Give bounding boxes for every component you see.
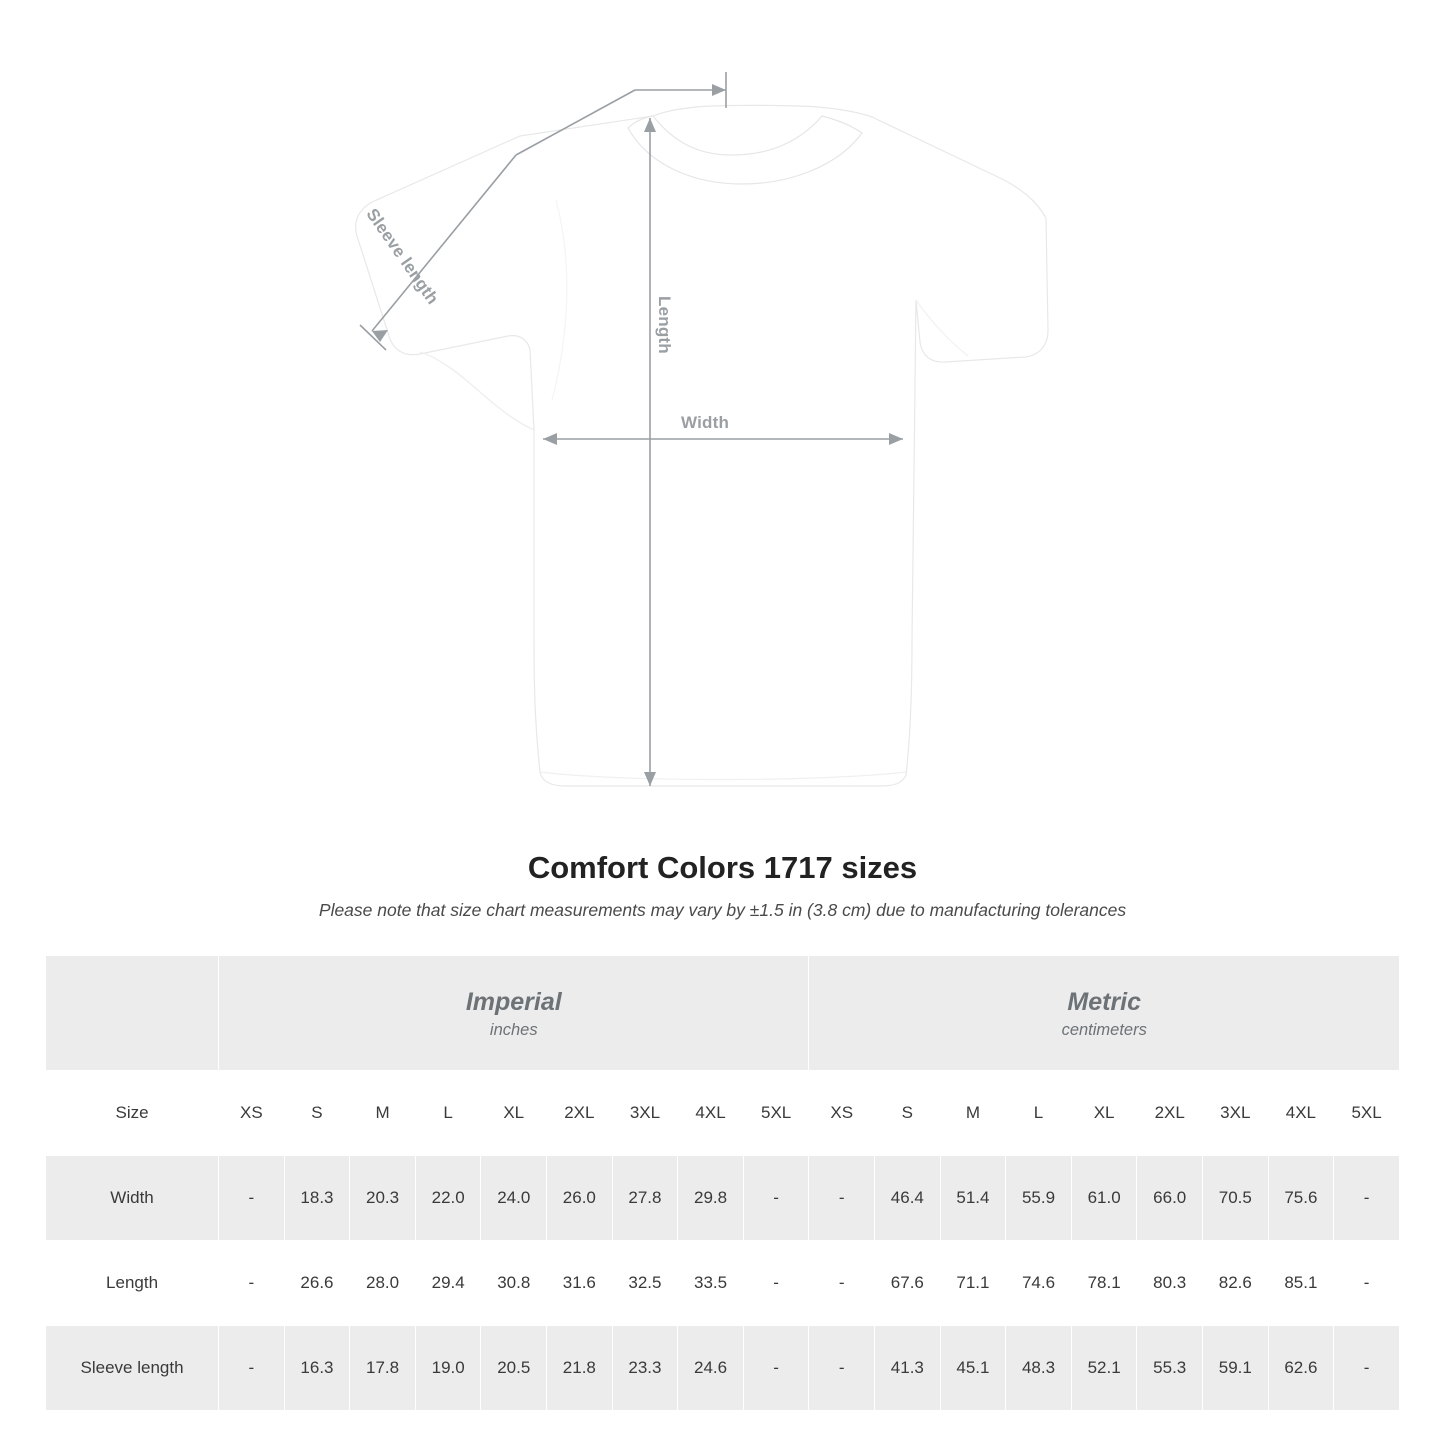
- cell-sleeve-metric-2xl: 55.3: [1137, 1326, 1203, 1411]
- size-header-metric-xl: XL: [1071, 1071, 1137, 1156]
- cell-length-metric-m: 71.1: [940, 1241, 1006, 1326]
- size-header-imperial-2xl: 2XL: [547, 1071, 613, 1156]
- cell-length-imperial-l: 29.4: [415, 1241, 481, 1326]
- cell-length-imperial-s: 26.6: [284, 1241, 350, 1326]
- cell-sleeve-metric-5xl: -: [1334, 1326, 1400, 1411]
- size-header-imperial-4xl: 4XL: [678, 1071, 744, 1156]
- cell-length-metric-3xl: 82.6: [1203, 1241, 1269, 1326]
- cell-width-metric-m: 51.4: [940, 1156, 1006, 1241]
- chart-heading: [0, 850, 1445, 921]
- size-header-imperial-xl: XL: [481, 1071, 547, 1156]
- table-row: [46, 1156, 1400, 1241]
- cell-sleeve-imperial-2xl: 21.8: [547, 1326, 613, 1411]
- cell-sleeve-metric-3xl: 59.1: [1203, 1326, 1269, 1411]
- sleeve-length-dimension-label: Sleeve length: [362, 205, 443, 308]
- cell-length-imperial-xs: -: [219, 1241, 285, 1326]
- size-header-imperial-3xl: 3XL: [612, 1071, 678, 1156]
- corner-cell: [46, 956, 219, 1071]
- cell-sleeve-metric-s: 41.3: [875, 1326, 941, 1411]
- row-label-width: Width: [46, 1156, 219, 1241]
- width-dimension-label: Width: [681, 413, 730, 432]
- row-label-length: Length: [46, 1241, 219, 1326]
- imperial-unit: inches: [489, 1020, 538, 1039]
- size-header-imperial-xs: XS: [219, 1071, 285, 1156]
- size-header-metric-s: S: [875, 1071, 941, 1156]
- tshirt-shape: [356, 105, 1048, 786]
- tolerance-note: Please note that size chart measurements may vary by ±1.5 in (3.8 cm) due to manufacturing tolerances: [318, 900, 1127, 920]
- cell-width-imperial-3xl: 27.8: [612, 1156, 678, 1241]
- cell-width-metric-4xl: 75.6: [1268, 1156, 1334, 1241]
- cell-length-metric-xl: 78.1: [1071, 1241, 1137, 1326]
- cell-width-imperial-4xl: 29.8: [678, 1156, 744, 1241]
- size-header-metric-4xl: 4XL: [1268, 1071, 1334, 1156]
- cell-length-metric-2xl: 80.3: [1137, 1241, 1203, 1326]
- cell-sleeve-imperial-xs: -: [219, 1326, 285, 1411]
- cell-sleeve-metric-m: 45.1: [940, 1326, 1006, 1411]
- cell-length-metric-s: 67.6: [875, 1241, 941, 1326]
- cell-width-metric-2xl: 66.0: [1137, 1156, 1203, 1241]
- cell-sleeve-imperial-m: 17.8: [350, 1326, 416, 1411]
- cell-width-metric-5xl: -: [1334, 1156, 1400, 1241]
- cell-width-imperial-l: 22.0: [415, 1156, 481, 1241]
- cell-sleeve-metric-l: 48.3: [1006, 1326, 1072, 1411]
- size-header-imperial-5xl: 5XL: [743, 1071, 809, 1156]
- cell-width-metric-xl: 61.0: [1071, 1156, 1137, 1241]
- metric-label: Metric: [1067, 987, 1142, 1016]
- page-title: Comfort Colors 1717 sizes: [527, 850, 918, 885]
- cell-sleeve-imperial-xl: 20.5: [481, 1326, 547, 1411]
- size-header-metric-5xl: 5XL: [1334, 1071, 1400, 1156]
- cell-sleeve-imperial-5xl: -: [743, 1326, 809, 1411]
- cell-width-metric-l: 55.9: [1006, 1156, 1072, 1241]
- cell-sleeve-metric-4xl: 62.6: [1268, 1326, 1334, 1411]
- size-header-imperial-l: L: [415, 1071, 481, 1156]
- cell-length-imperial-4xl: 33.5: [678, 1241, 744, 1326]
- metric-unit: centimeters: [1061, 1020, 1147, 1039]
- cell-width-metric-xs: -: [809, 1156, 875, 1241]
- cell-sleeve-imperial-l: 19.0: [415, 1326, 481, 1411]
- cell-sleeve-imperial-4xl: 24.6: [678, 1326, 744, 1411]
- cell-sleeve-imperial-s: 16.3: [284, 1326, 350, 1411]
- size-header-imperial-m: M: [350, 1071, 416, 1156]
- cell-length-imperial-m: 28.0: [350, 1241, 416, 1326]
- unit-system-header-row: [46, 956, 1400, 1071]
- cell-width-imperial-2xl: 26.0: [547, 1156, 613, 1241]
- size-chart-table: [45, 955, 1400, 1411]
- cell-sleeve-metric-xl: 52.1: [1071, 1326, 1137, 1411]
- cell-width-metric-s: 46.4: [875, 1156, 941, 1241]
- size-header-row: [46, 1071, 1400, 1156]
- cell-length-imperial-2xl: 31.6: [547, 1241, 613, 1326]
- cell-length-imperial-3xl: 32.5: [612, 1241, 678, 1326]
- cell-width-imperial-xl: 24.0: [481, 1156, 547, 1241]
- size-header-metric-m: M: [940, 1071, 1006, 1156]
- table-row: [46, 1241, 1400, 1326]
- length-dimension-label: Length: [655, 296, 674, 354]
- cell-length-imperial-5xl: -: [743, 1241, 809, 1326]
- cell-width-imperial-xs: -: [219, 1156, 285, 1241]
- cell-sleeve-imperial-3xl: 23.3: [612, 1326, 678, 1411]
- size-header-metric-xs: XS: [809, 1071, 875, 1156]
- cell-width-imperial-s: 18.3: [284, 1156, 350, 1241]
- size-header-metric-l: L: [1006, 1071, 1072, 1156]
- cell-length-metric-5xl: -: [1334, 1241, 1400, 1326]
- cell-sleeve-metric-xs: -: [809, 1326, 875, 1411]
- row-label-sleeve-length: Sleeve length: [46, 1326, 219, 1411]
- size-table-wrapper: [45, 955, 1400, 1411]
- size-column-header: Size: [46, 1071, 219, 1156]
- cell-length-metric-l: 74.6: [1006, 1241, 1072, 1326]
- table-row: [46, 1326, 1400, 1411]
- size-header-metric-2xl: 2XL: [1137, 1071, 1203, 1156]
- imperial-label: Imperial: [465, 987, 562, 1016]
- metric-header: [809, 956, 1400, 1071]
- size-header-metric-3xl: 3XL: [1203, 1071, 1269, 1156]
- cell-width-imperial-5xl: -: [743, 1156, 809, 1241]
- cell-length-imperial-xl: 30.8: [481, 1241, 547, 1326]
- cell-width-metric-3xl: 70.5: [1203, 1156, 1269, 1241]
- cell-length-metric-4xl: 85.1: [1268, 1241, 1334, 1326]
- cell-length-metric-xs: -: [809, 1241, 875, 1326]
- imperial-header: [219, 956, 809, 1071]
- size-header-imperial-s: S: [284, 1071, 350, 1156]
- cell-width-imperial-m: 20.3: [350, 1156, 416, 1241]
